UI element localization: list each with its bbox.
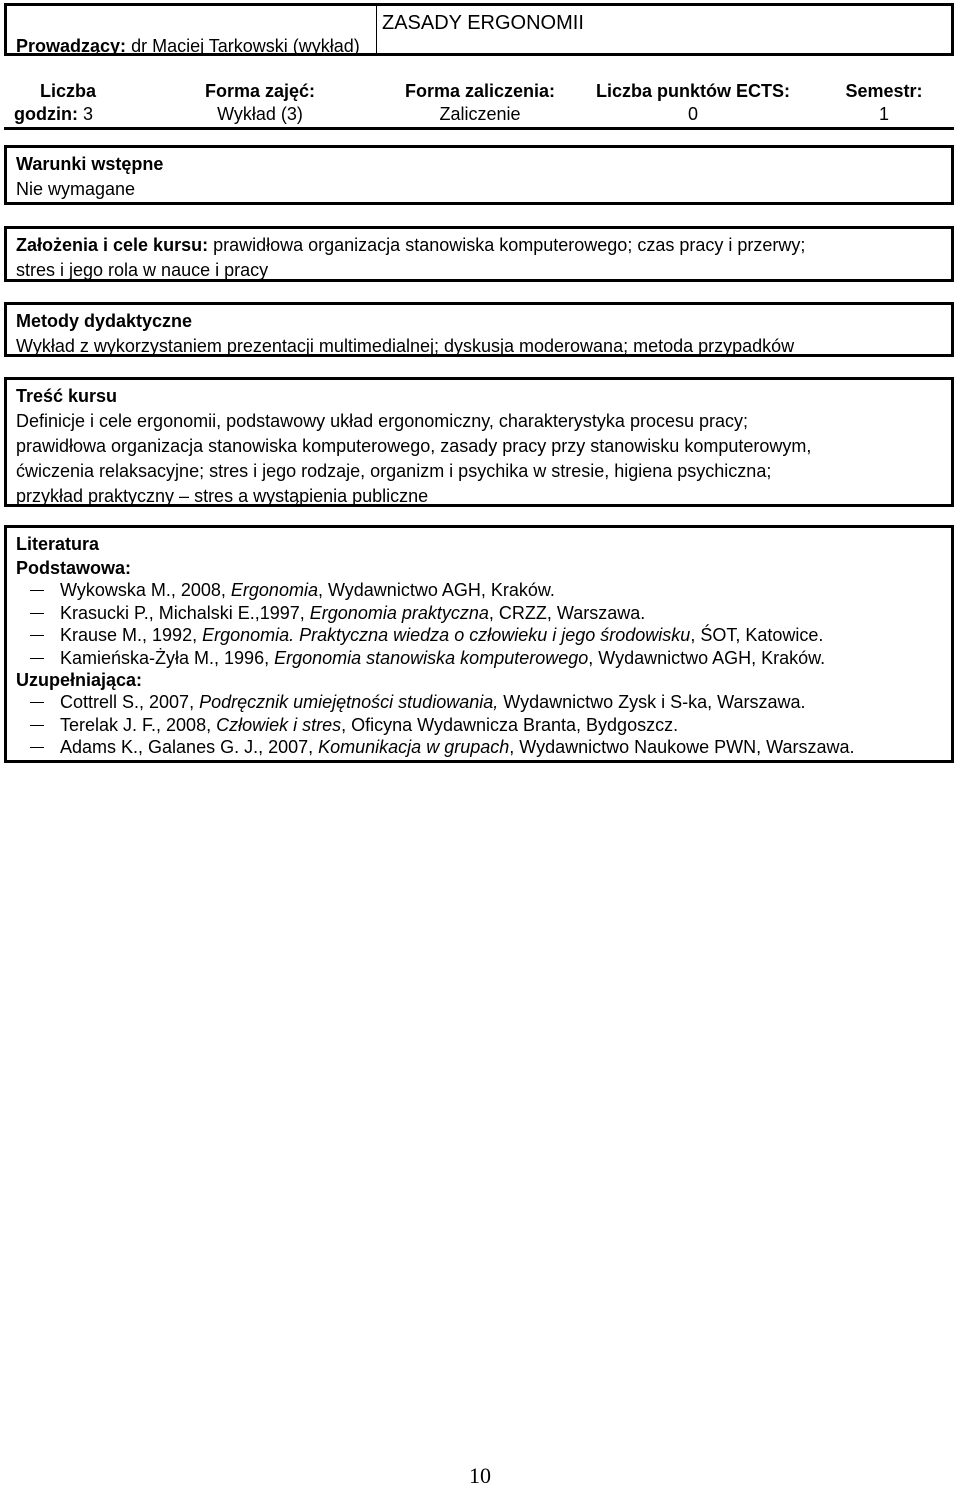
reference-title: Komunikacja w grupach (318, 737, 510, 757)
hours-label-1: Liczba (40, 81, 97, 101)
credit-value: Zaliczenie (439, 104, 521, 124)
content-heading: Treść kursu (16, 386, 118, 406)
list-item (16, 714, 942, 737)
hours-value: 3 (83, 104, 94, 124)
reference-title: Ergonomia (230, 580, 318, 600)
dash-bullet (30, 725, 44, 726)
course-info-row (4, 74, 954, 130)
reference-publisher: , ŚOT, Katowice. (690, 625, 824, 645)
list-item (16, 579, 942, 602)
reference-author: Krasucki P., Michalski E.,1997, (60, 602, 310, 623)
instructor-value: dr Maciej Tarkowski (wykład) (131, 36, 360, 56)
content-section (4, 377, 954, 507)
instructor-label: Prowadzący: (16, 36, 127, 56)
literature-section (4, 525, 954, 763)
supplementary-literature-list (16, 691, 942, 759)
content-line: ćwiczenia relaksacyjne; stres i jego rodzaje, organizm i psychika w stresie, higiena psychiczna; (16, 461, 772, 481)
dash-bullet (30, 635, 44, 636)
dash-bullet (30, 613, 44, 614)
reference-author: Adams K., Galanes G. J., 2007, (60, 737, 319, 757)
methods-section (4, 302, 954, 357)
literature-heading: Literatura (16, 534, 100, 554)
reference-title: Ergonomia praktyczna (309, 602, 489, 623)
hours-cell (14, 80, 134, 126)
reference-publisher: , CRZZ, Warszawa. (488, 602, 646, 623)
methods-heading: Metody dydaktyczne (16, 311, 193, 331)
reference-author: Kamieńska-Żyła M., 1996, (60, 647, 275, 668)
reference-title: Ergonomia. Praktyczna wiedza o człowieku i jego środowisku (202, 625, 691, 645)
header-divider (376, 6, 377, 53)
form-label: Forma zajęć: (204, 81, 316, 101)
header-box (4, 3, 954, 56)
reference-publisher: , Wydawnictwo Naukowe PWN, Warszawa. (509, 737, 855, 757)
reference-author: Cottrell S., 2007, (60, 692, 200, 712)
basic-literature-list (16, 579, 942, 669)
dash-bullet (30, 590, 44, 591)
instructor (16, 36, 360, 57)
content-line: przykład praktyczny – stres a wystąpienia publiczne (16, 486, 429, 506)
ects-label: Liczba punktów ECTS: (595, 81, 790, 101)
basic-literature-heading: Podstawowa: (16, 558, 132, 578)
supplementary-literature-heading: Uzupełniająca: (16, 670, 143, 690)
reference-publisher: , Wydawnictwo AGH, Kraków. (317, 580, 555, 600)
requirements-section (4, 145, 954, 205)
form-value: Wykład (3) (217, 104, 303, 124)
ects-value: 0 (687, 104, 698, 124)
requirements-text: Nie wymagane (16, 179, 136, 199)
reference-publisher: , Wydawnictwo AGH, Kraków. (588, 647, 826, 668)
list-item (16, 624, 942, 647)
goals-heading: Założenia i cele kursu: (16, 235, 209, 255)
reference-author: Terelak J. F., 2008, (60, 714, 217, 735)
goals-line-1: prawidłowa organizacja stanowiska komputerowego; czas pracy i przerwy; (213, 235, 806, 255)
methods-text: Wykład z wykorzystaniem prezentacji multimedialnej; dyskusja moderowana; metoda przypadków (16, 336, 795, 356)
credit-label: Forma zaliczenia: (404, 81, 556, 101)
hours-label-2: godzin: (14, 104, 78, 124)
list-item (16, 736, 942, 759)
reference-title: Podręcznik umiejętności studiowania, (199, 692, 499, 712)
reference-publisher: , Oficyna Wydawnicza Branta, Bydgoszcz. (341, 714, 679, 735)
reference-title: Człowiek i stres (216, 714, 342, 735)
reference-author: Wykowska M., 2008, (60, 580, 231, 600)
list-item (16, 602, 942, 625)
goals-section (4, 226, 954, 282)
reference-title: Ergonomia stanowiska komputerowego (274, 647, 589, 668)
dash-bullet (30, 658, 44, 659)
dash-bullet (30, 702, 44, 703)
form-cell (190, 80, 330, 126)
content-line: prawidłowa organizacja stanowiska komputerowego, zasady pracy przy stanowisku komputerowym, (16, 436, 812, 456)
page-number: 10 (469, 1463, 491, 1488)
list-item (16, 691, 942, 714)
course-title: ZASADY ERGONOMII (382, 12, 584, 34)
ects-cell (588, 80, 798, 126)
goals-line-2: stres i jego rola w nauce i pracy (16, 260, 269, 280)
semester-cell (834, 80, 934, 126)
reference-publisher: Wydawnictwo Zysk i S-ka, Warszawa. (498, 692, 806, 712)
reference-author: Krause M., 1992, (60, 625, 203, 645)
dash-bullet (30, 747, 44, 748)
semester-label: Semestr: (845, 81, 923, 101)
content-line: Definicje i cele ergonomii, podstawowy układ ergonomiczny, charakterystyka procesu pracy; (16, 411, 748, 431)
requirements-heading: Warunki wstępne (16, 154, 164, 174)
semester-value: 1 (878, 104, 889, 124)
credit-cell (390, 80, 570, 126)
list-item (16, 647, 942, 670)
